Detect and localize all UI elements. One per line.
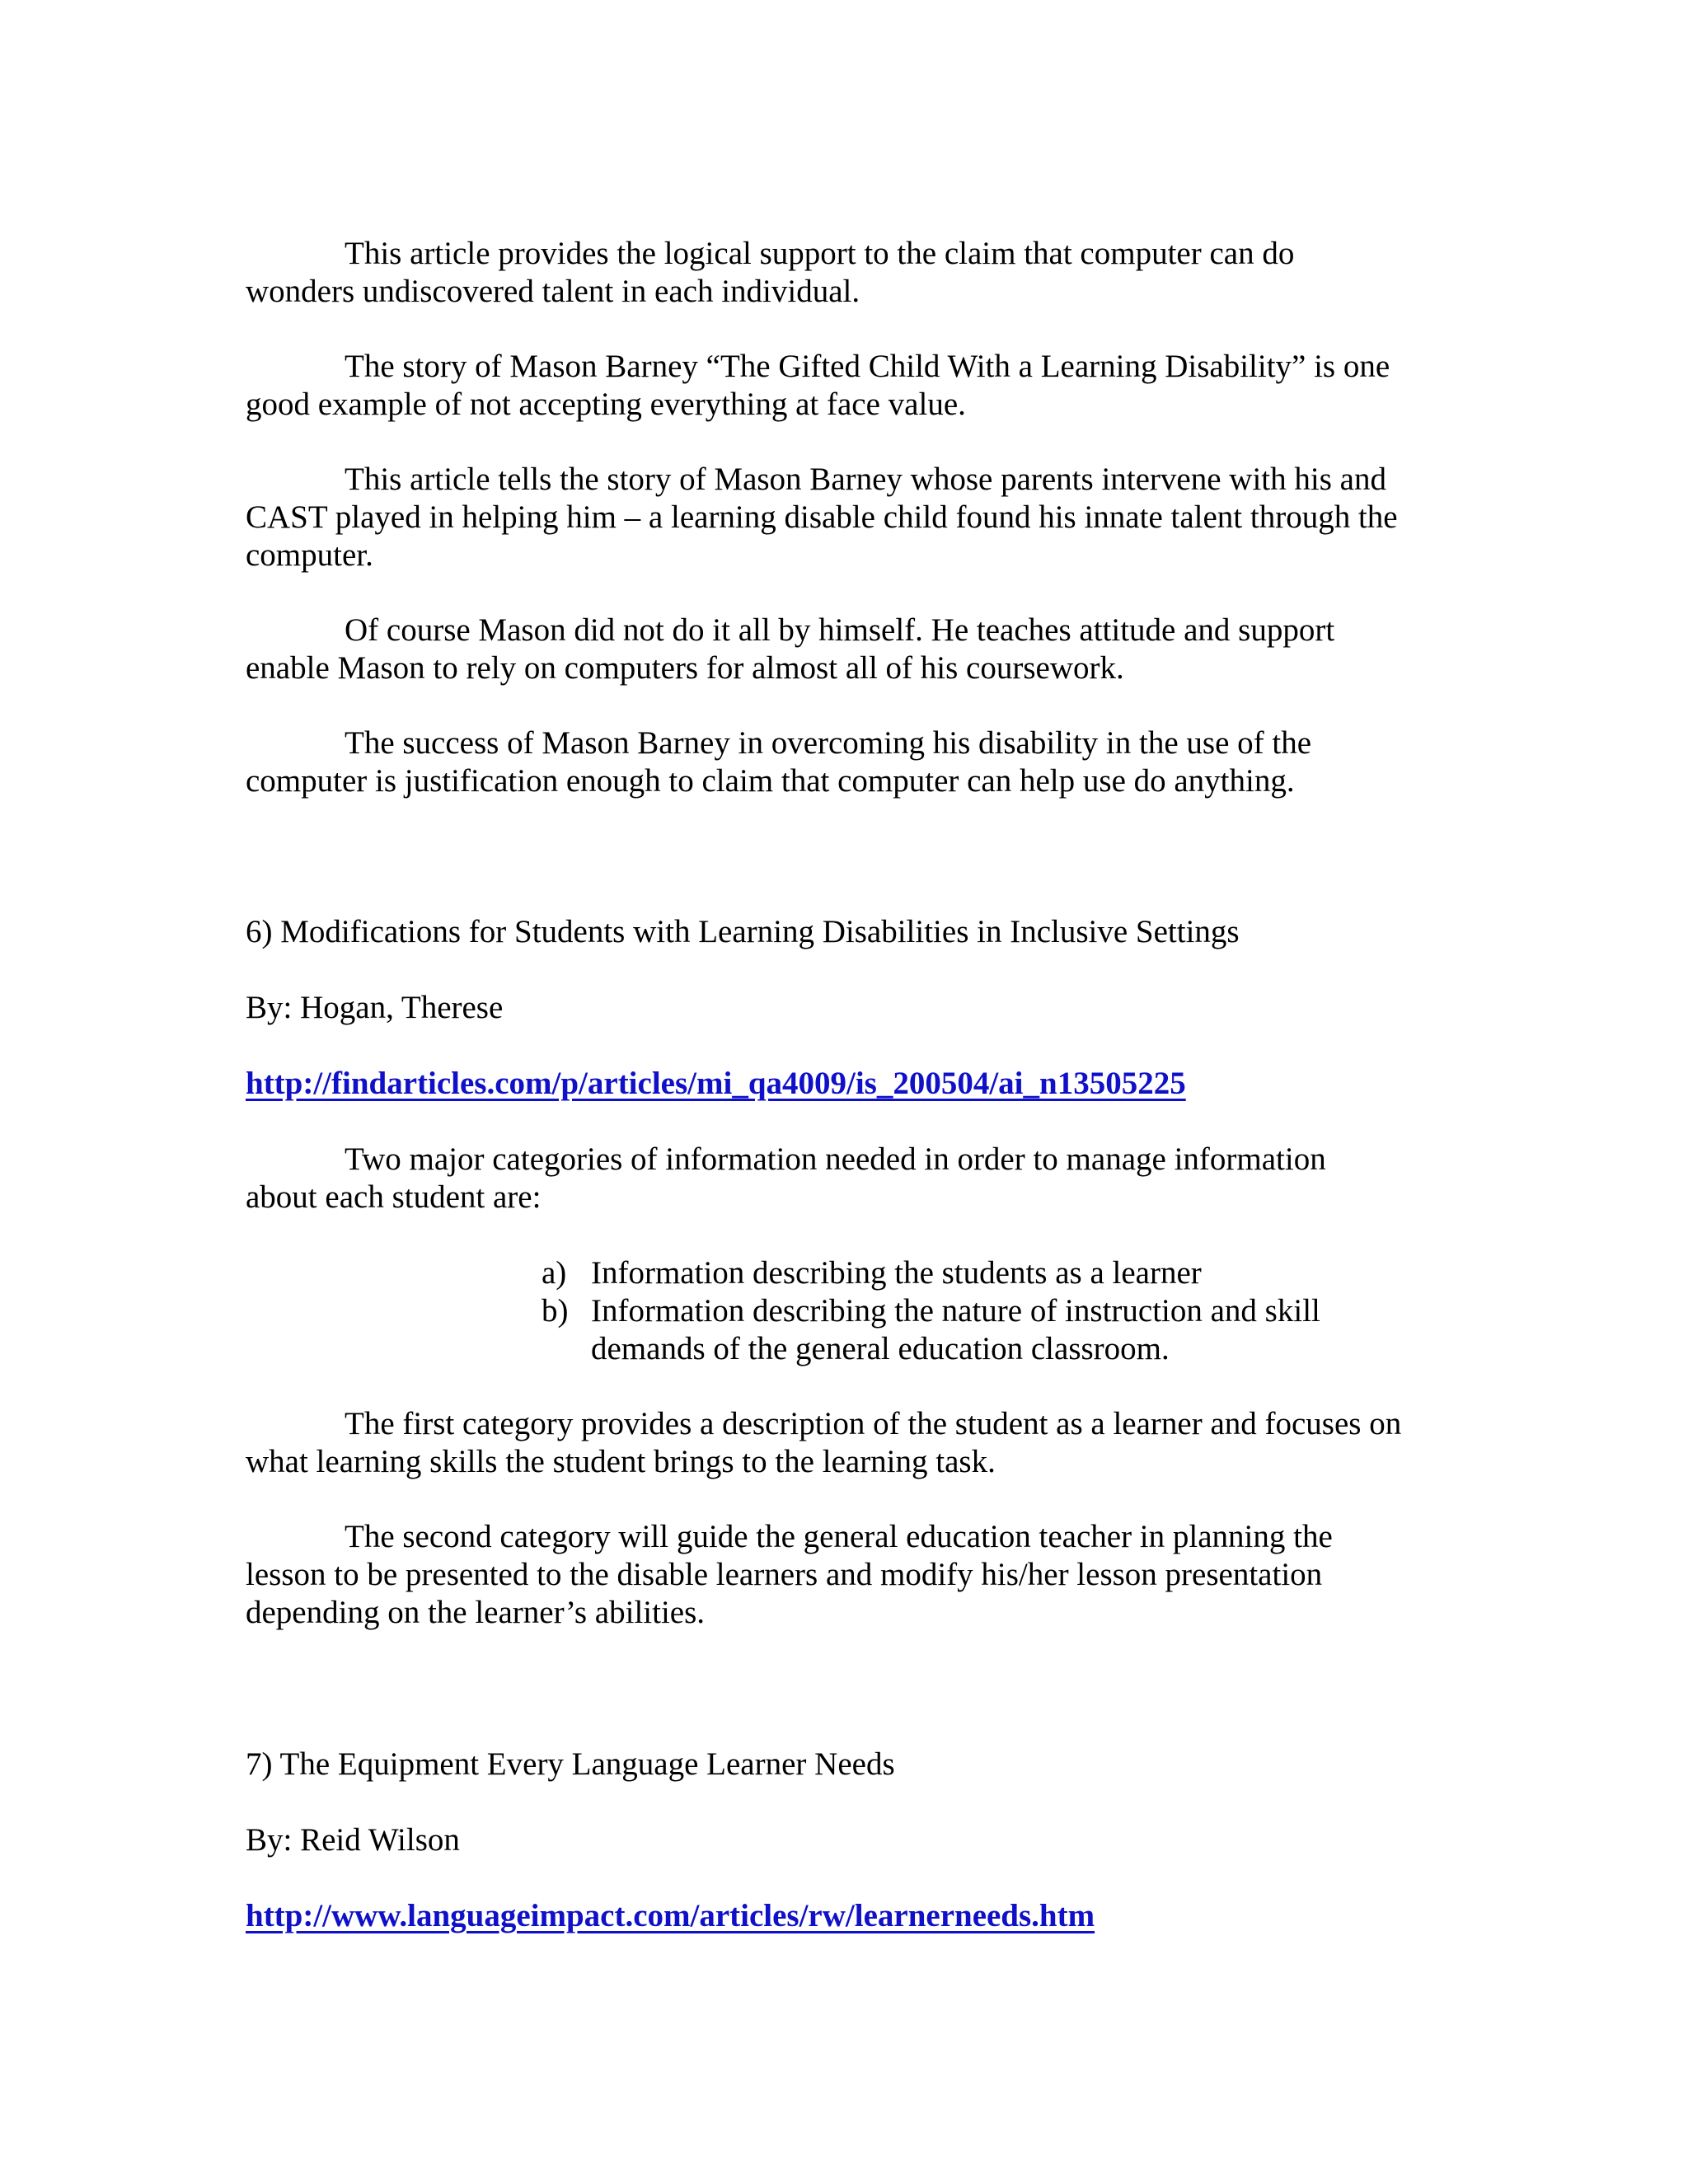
section-6-intro-line-1: Two major categories of information needed in order to manage information [345,1141,1326,1177]
section-6-para-2-line-3: depending on the learner’s abilities. [246,1595,706,1630]
paragraph-1-line-2: wonders undiscovered talent in each individual. [246,274,860,309]
section-7-title: 7) The Equipment Every Language Learner Needs [246,1746,895,1782]
section-6-intro-line-2: about each student are: [246,1179,542,1215]
section-6-para-1-line-1: The first category provides a description of the student as a learner and focuses on [345,1406,1402,1441]
section-6-para-2-line-2: lesson to be presented to the disable learners and modify his/her lesson presentation [246,1557,1323,1592]
section-6-title: 6) Modifications for Students with Learning Disabilities in Inclusive Settings [246,914,1240,949]
paragraph-5-line-1: The success of Mason Barney in overcoming his disability in the use of the [345,725,1312,761]
section-6-para-2-line-1: The second category will guide the general education teacher in planning the [345,1519,1333,1554]
paragraph-4-line-2: enable Mason to rely on computers for almost all of his coursework. [246,650,1124,686]
paragraph-3-line-1: This article tells the story of Mason Barney whose parents intervene with his and [345,462,1386,497]
list-item-a-marker: a) [542,1255,567,1291]
paragraph-5-line-2: computer is justification enough to claim that computer can help use do anything. [246,763,1295,799]
paragraph-2-line-1: The story of Mason Barney “The Gifted Child With a Learning Disability” is one [345,349,1390,384]
paragraph-2-line-2: good example of not accepting everything at face value. [246,387,966,422]
paragraph-1-line-1: This article provides the logical support to the claim that computer can do [345,236,1295,271]
section-6-para-1-line-2: what learning skills the student brings to the learning task. [246,1444,996,1479]
paragraph-3-line-3: computer. [246,537,373,573]
list-item-b-text-line-2: demands of the general education classroom. [591,1331,1170,1366]
paragraph-3-line-2: CAST played in helping him – a learning disable child found his innate talent through the [246,499,1398,535]
list-item-a-text: Information describing the students as a learner [591,1255,1202,1291]
section-7-author: By: Reid Wilson [246,1822,460,1858]
section-7-url-link[interactable]: http://www.languageimpact.com/articles/rw/learnerneeds.htm [246,1898,1095,1933]
paragraph-4-line-1: Of course Mason did not do it all by himself. He teaches attitude and support [345,612,1335,648]
list-item-b-marker: b) [542,1293,569,1329]
section-6-url-link[interactable]: http://findarticles.com/p/articles/mi_qa4009/is_200504/ai_n13505225 [246,1066,1186,1101]
section-6-author: By: Hogan, Therese [246,990,504,1025]
list-item-b-text-line-1: Information describing the nature of instruction and skill [591,1293,1320,1329]
